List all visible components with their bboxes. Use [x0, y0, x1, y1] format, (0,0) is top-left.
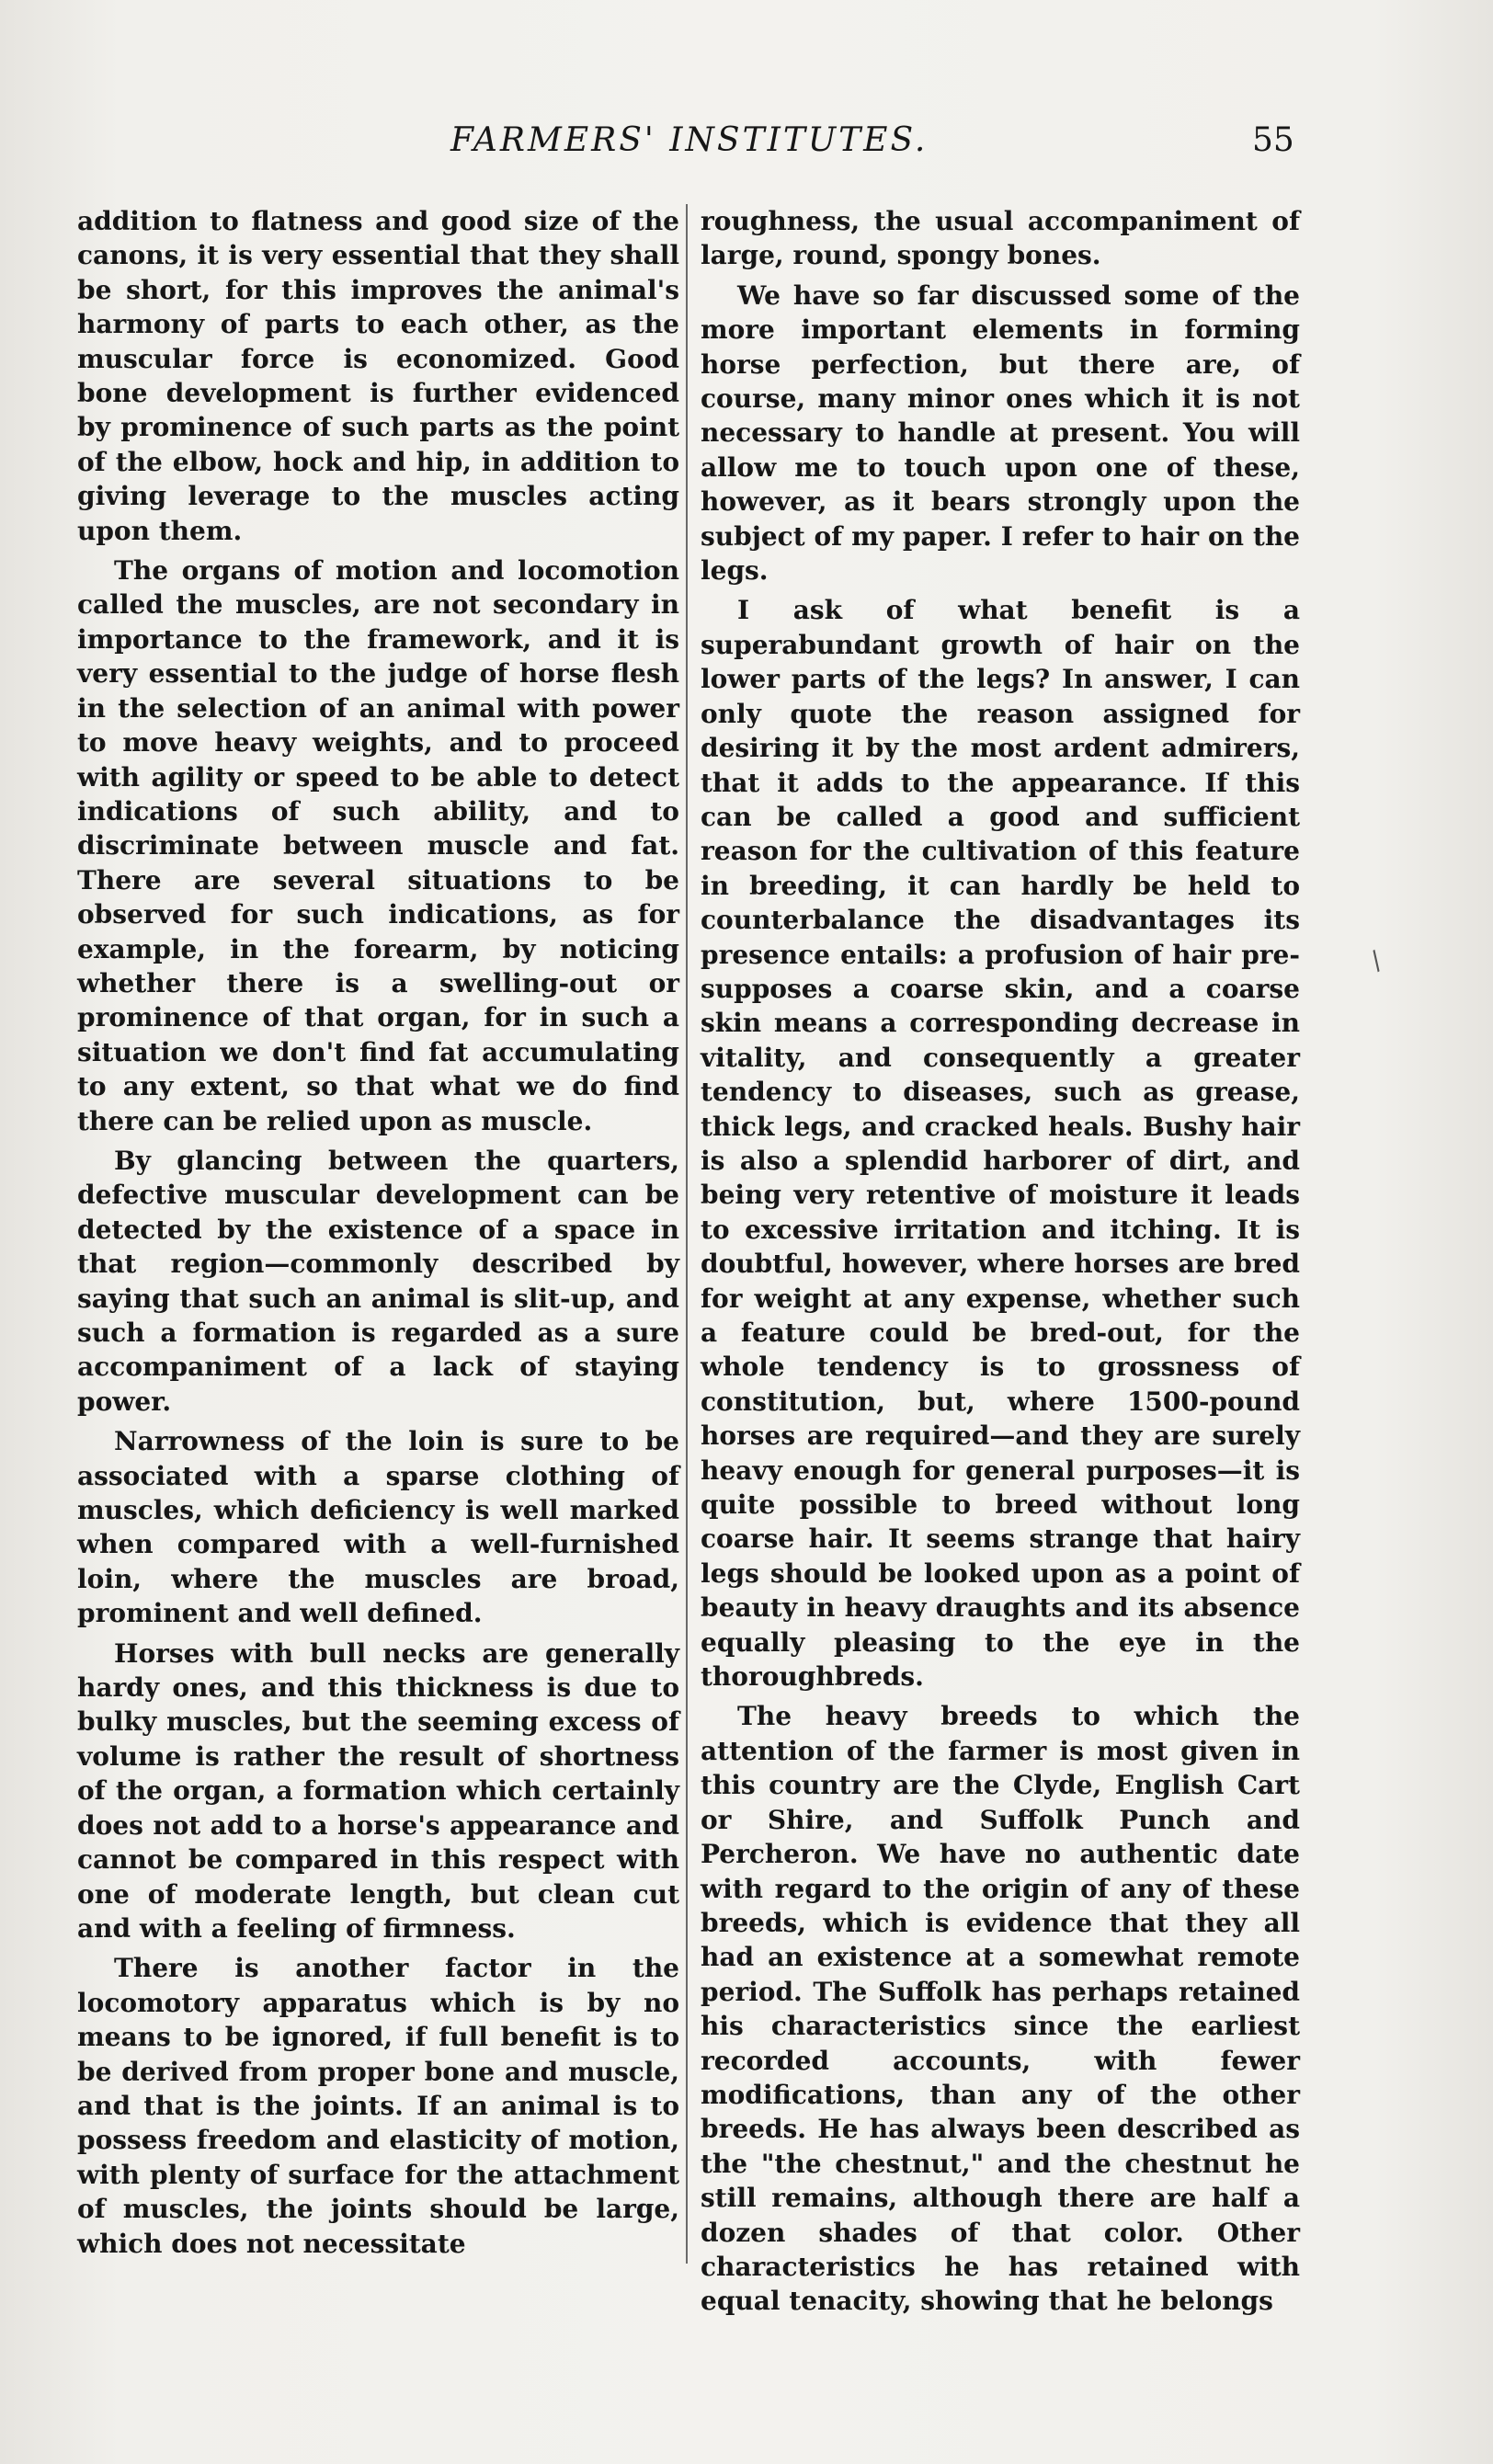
column-divider [686, 204, 688, 2264]
paragraph: addition to flatness and good size of the canons, it is very essential that they shall be short, for this improves the animal's harmony of parts to each other, as the muscular force is economized. Good bone development is further evidenced by prominence of such parts as the point of the elbow, hock and hip, in addition to giving leverage to the muscles acting upon them. [77, 206, 679, 546]
paragraph: roughness, the usual accompaniment of large, round, spongy bones. [701, 206, 1300, 271]
paragraph: The organs of motion and locomotion called the muscles, are not secondary in importance to the framework, and it is very essential to the judge of horse flesh in the selection of an animal with power to move heavy weights, and to proceed with agility or speed to be able to detect indications of such ability, and to discriminate between muscle and fat. There are several situations to be observed for such indications, as for example, in the forearm, by noticing whether there is a swelling-out or prominence of that organ, for in such a situation we don't find fat accumulating to any extent, so that what we do find there can be relied upon as muscle. [77, 555, 679, 1136]
paragraph: We have so far discussed some of the more important elements in forming horse perfection, but there are, of course, many minor ones which it is not necessary to handle at present. You will allow me to touch upon one of these, however, as it bears strongly upon the subject of my paper. I refer to hair on the legs. [701, 279, 1300, 587]
paragraph: By glancing between the quarters, defective muscular development can be detected by the existence of a space in that region—commonly described by saying that such an animal is slit-up, and such a formation is regarded as a sure accompaniment of a lack of staying power. [77, 1145, 679, 1417]
right-column [701, 204, 1300, 2319]
paragraph: Narrowness of the loin is sure to be associated with a sparse clothing of muscles, which deficiency is well marked when compared with a well-furnished loin, where the muscles are broad, prominent and well defined. [77, 1426, 679, 1629]
margin-pencil-mark: / [1364, 944, 1388, 976]
running-head [0, 118, 1493, 173]
left-column [77, 204, 679, 2261]
paragraph: The heavy breeds to which the attention of the farmer is most given in this country are the Clyde, English Cart or Shire, and Suffolk Punch and Percheron. We have no authentic date with regard to the origin of any of these breeds, which is evidence that they all had an existence at a somewhat remote period. The Suffolk has perhaps retained his characteristics since the earliest recorded accounts, with fewer modifications, than any of the other breeds. He has always been described as the "the chestnut," and the chestnut he still remains, although there are half a dozen shades of that color. Other characteristics he has retained with equal tenacity, showing that he belongs [701, 1701, 1300, 2317]
paragraph: There is another factor in the locomotory apparatus which is by no means to be ignored, if full benefit is to be derived from proper bone and muscle, and that is the joints. If an animal is to possess freedom and elasticity of motion, with plenty of surface for the attachment of muscles, the joints should be large, which does not necessitate [77, 1953, 679, 2259]
paragraph: I ask of what benefit is a superabundant growth of hair on the lower parts of the legs? In answer, I can only quote the reason assigned for desiring it by the most ardent admirers, that it adds to the appearance. If this can be called a good and sufficient reason for the cultivation of this feature in breeding, it can hardly be held to counterbalance the disadvantages its presence entails: a profusion of hair pre-supposes a coarse skin, and a coarse skin means a corresponding decrease in vitality, and consequently a greater tendency to diseases, such as grease, thick legs, and cracked heals. Bushy hair is also a splendid harborer of dirt, and being very retentive of moisture it leads to excessive irritation and itching. It is doubtful, however, where horses are bred for weight at any expense, whether such a feature could be bred-out, for the whole tendency is to grossness of constitution, but, where 1500-pound horses are required—and they are surely heavy enough for general purposes—it is quite possible to breed without long coarse hair. It seems strange that hairy legs should be looked upon as a point of beauty in heavy draughts and its absence equally pleasing to the eye in the thoroughbreds. [701, 595, 1300, 1693]
page-number: 55 [1252, 121, 1294, 159]
running-title: FARMERS' INSTITUTES. [450, 121, 929, 159]
paragraph: Horses with bull necks are generally hardy ones, and this thickness is due to bulky muscles, but the seeming excess of volume is rather the result of shortness of the organ, a formation which certainly does not add to a horse's appearance and cannot be compared in this respect with one of moderate length, but clean cut and with a feeling of firmness. [77, 1637, 679, 1944]
